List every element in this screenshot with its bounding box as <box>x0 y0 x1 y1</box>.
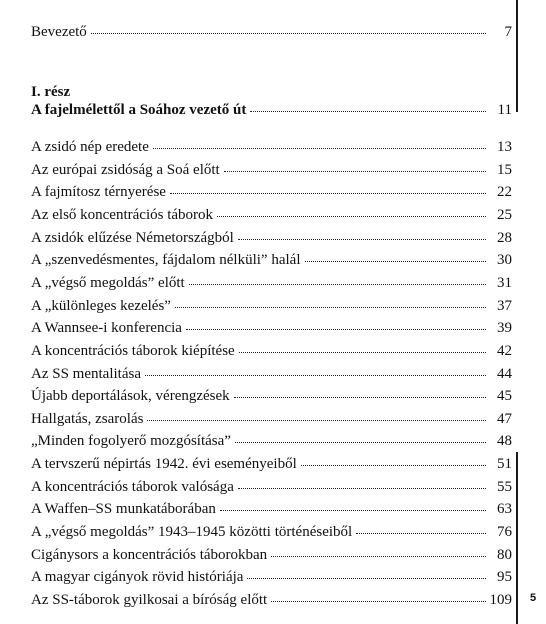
toc-entry[interactable] <box>31 274 512 292</box>
toc-entry-title: Újabb deportálások, vérengzések <box>31 388 230 405</box>
toc-entry-page: 45 <box>497 388 512 405</box>
toc-entry-page: 15 <box>497 161 512 178</box>
dot-leader <box>239 344 486 353</box>
binding-rule-lower <box>516 452 518 624</box>
toc-entry[interactable] <box>31 297 512 315</box>
binding-rule-upper <box>516 0 518 112</box>
toc-entry-page: 25 <box>497 206 512 223</box>
toc-entry[interactable] <box>31 183 512 201</box>
toc-entry-page: 109 <box>489 592 512 608</box>
toc-entry[interactable] <box>31 546 512 564</box>
toc-entry-page: 28 <box>497 229 512 246</box>
toc-entry[interactable] <box>31 432 512 450</box>
toc-entry-title: Az SS mentalitása <box>31 365 141 382</box>
toc-entry-title: A magyar cigányok rövid históriája <box>31 569 244 586</box>
dot-leader <box>250 103 486 112</box>
toc-entry[interactable] <box>31 342 512 360</box>
toc-entry[interactable] <box>31 523 512 541</box>
dot-leader <box>238 231 486 240</box>
toc-entry[interactable] <box>31 455 512 473</box>
toc-entry-page: 95 <box>497 569 512 586</box>
toc-entry-page: 42 <box>497 342 512 359</box>
dot-leader <box>224 163 486 172</box>
toc-entry-intro[interactable] <box>31 23 512 41</box>
toc-entry-part-title[interactable] <box>31 101 512 119</box>
toc-entry-title: Az SS-táborok gyilkosai a bíróság előtt <box>31 592 268 608</box>
toc-entry-title: A „különleges kezelés” <box>31 297 171 314</box>
toc-entry-title: Hallgatás, zsarolás <box>31 410 144 427</box>
dot-leader <box>305 253 487 262</box>
toc-entry[interactable] <box>31 365 512 383</box>
toc-entry[interactable] <box>31 251 512 269</box>
toc-entry-page: 22 <box>497 184 512 201</box>
dot-leader <box>235 434 486 443</box>
toc-entry-title: A „szenvedésmentes, fájdalom nélküli” halál <box>31 252 301 269</box>
toc-entry-page: 48 <box>497 433 512 450</box>
toc-entry-page: 44 <box>497 365 512 382</box>
toc-entry-page: 80 <box>497 546 512 563</box>
dot-leader <box>220 502 486 511</box>
toc-entry-title: Az első koncentrációs táborok <box>31 206 214 223</box>
toc-entry-title: Az európai zsidóság a Soá előtt <box>31 161 220 178</box>
toc-entry[interactable] <box>31 319 512 337</box>
toc-entry[interactable] <box>31 568 512 586</box>
toc-entry-page: 47 <box>497 410 512 427</box>
toc-entry-title: „Minden fogolyerő mozgósítása” <box>31 433 231 450</box>
toc-entry-title: A fajelmélettől a Soához vezető út <box>31 102 247 118</box>
toc-entry[interactable] <box>31 478 512 496</box>
dot-leader <box>147 412 486 421</box>
dot-leader <box>217 208 486 217</box>
toc-entry-page: 7 <box>504 24 512 40</box>
toc-entry[interactable] <box>31 500 512 518</box>
toc-entry-title: A zsidók elűzése Németországból <box>31 229 234 246</box>
toc-entry[interactable] <box>31 206 512 224</box>
dot-leader <box>145 367 486 376</box>
side-page-number: 5 <box>530 592 537 604</box>
dot-leader <box>271 548 486 557</box>
toc-entry-page: 55 <box>497 478 512 495</box>
toc-entry-page: 31 <box>497 274 512 291</box>
toc-entry-title: A zsidó nép eredete <box>31 139 149 155</box>
toc-entry-title: A Wannsee-i konferencia <box>31 320 182 337</box>
toc-entry[interactable] <box>31 591 512 609</box>
toc-entry-title: A „végső megoldás” előtt <box>31 274 185 291</box>
part-label: I. rész <box>31 84 71 100</box>
toc-entry-page: 76 <box>497 524 512 540</box>
dot-leader <box>238 480 486 489</box>
toc-entry[interactable] <box>31 138 512 156</box>
dot-leader <box>153 140 486 149</box>
toc-entry[interactable] <box>31 387 512 405</box>
toc-entry-page: 63 <box>497 501 512 518</box>
dot-leader <box>170 185 486 194</box>
toc-entry-page: 37 <box>497 297 512 314</box>
dot-leader <box>271 593 485 602</box>
toc-entry-title: A Waffen–SS munkatáborában <box>31 501 216 518</box>
toc-entry-title: A koncentrációs táborok kiépítése <box>31 342 235 359</box>
dot-leader <box>91 25 486 34</box>
toc-entry-page: 11 <box>497 102 512 118</box>
toc-entry-title: Cigánysors a koncentrációs táborokban <box>31 546 268 563</box>
toc-entry-page: 39 <box>497 320 512 337</box>
dot-leader <box>189 276 486 285</box>
toc-entry[interactable] <box>31 161 512 179</box>
dot-leader <box>186 321 486 330</box>
dot-leader <box>234 389 486 398</box>
toc-entry-title: Bevezető <box>31 24 87 40</box>
toc-entry-page: 13 <box>497 139 512 155</box>
toc-entry[interactable] <box>31 410 512 428</box>
toc-entry[interactable] <box>31 229 512 247</box>
toc-entry-page: 30 <box>497 252 512 269</box>
dot-leader <box>301 457 486 466</box>
dot-leader <box>175 299 486 308</box>
toc-entry-page: 51 <box>497 456 512 473</box>
dot-leader <box>247 570 486 579</box>
toc-entry-title: A fajmítosz térnyerése <box>31 184 166 201</box>
toc-entry-title: A tervszerű népirtás 1942. évi eseményeiből <box>31 456 297 473</box>
toc-entry-title: A „végső megoldás” 1943–1945 közötti történéseiből <box>31 524 353 540</box>
dot-leader <box>356 525 486 534</box>
toc-entry-title: A koncentrációs táborok valósága <box>31 478 234 495</box>
